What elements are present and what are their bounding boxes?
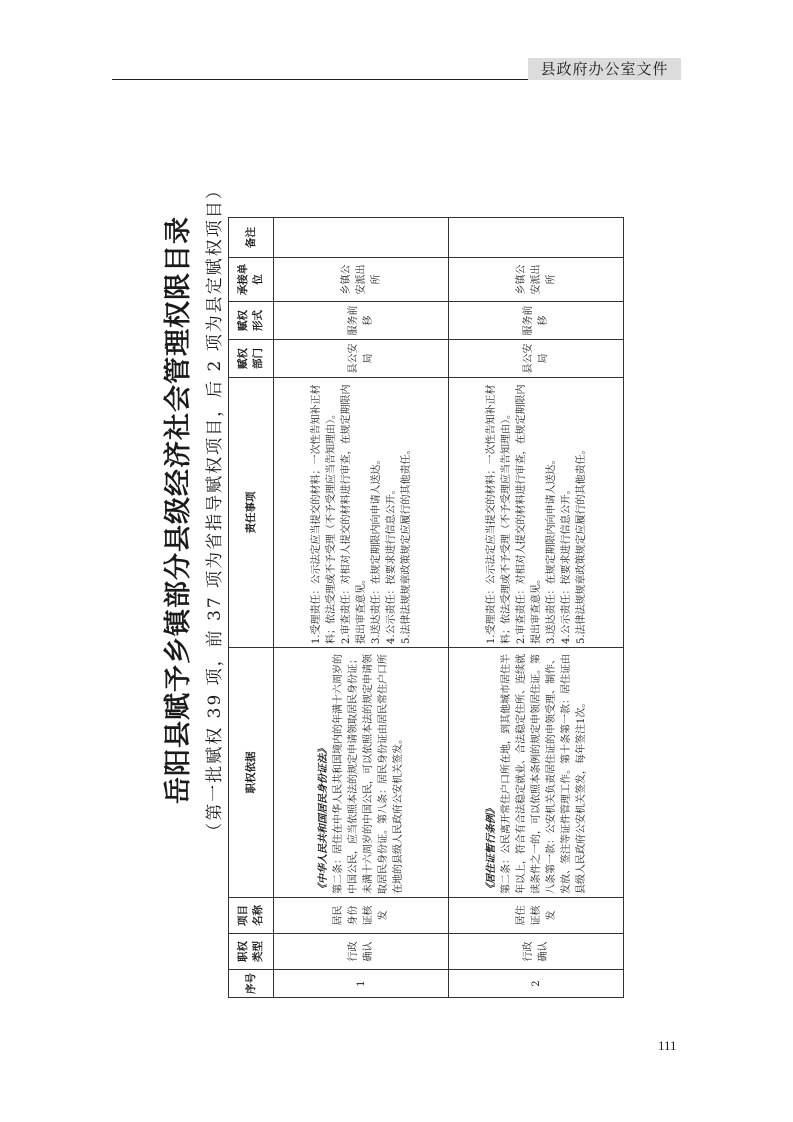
- resp-item: 3.送达责任：在规定期限内向申请人送达。: [370, 454, 382, 644]
- cell-unit: 乡镇公安派出所: [449, 258, 624, 302]
- cell-form: 服务前移: [274, 302, 449, 340]
- rotated-content: [148, 10, 793, 1010]
- law-text: 第二条：公民离开常住户口所在地，到其他城市居住半年以上，符合有合法稳定就业、合法稳定住所、连续就读条件之一的，可以依照本条例的规定申领居住证。第八条第一款：公安机关负责居住证的申领受理、制作、发放、签注等证件管理工作。第十条第一款：居住证由县级人民政府公安机关签发，每年签注1次。: [500, 654, 587, 894]
- page-number: 111: [658, 1038, 677, 1053]
- table-row: [274, 218, 449, 998]
- cell-dept: 县公安局: [274, 340, 449, 378]
- cell-seq: 1: [274, 970, 449, 998]
- cell-form: 服务前移: [449, 302, 624, 340]
- header-label: 县政府办公室文件: [528, 58, 681, 80]
- cell-unit: 乡镇公安派出所: [274, 258, 449, 302]
- resp-item: 4.公示责任：按要求进行信息公开。: [385, 484, 397, 644]
- law-title: 《居住证暂行条例》: [485, 804, 497, 894]
- cell-resp: [449, 378, 624, 648]
- resp-item: 4.公示责任：按要求进行信息公开。: [560, 484, 572, 644]
- resp-item: 1.受理责任：公示法定应当提交的材料；一次性告知补正材料；依法受理或不予受理（不予受理应当告知理由）。: [485, 384, 512, 644]
- header-note: 备注: [229, 218, 274, 258]
- cell-basis: [449, 648, 624, 898]
- cell-note: [449, 218, 624, 258]
- resp-item: 1.受理责任：公示法定应当提交的材料；一次性告知补正材料；依法受理或不予受理（不予受理应当告知理由）。: [310, 384, 337, 644]
- cell-type: 行政确认: [274, 934, 449, 970]
- header-item: 项目名称: [229, 898, 274, 934]
- header-basis: 职权依据: [229, 648, 274, 898]
- document-title: 岳阳县赋予乡镇部分县级经济社会管理权限目录: [163, 216, 194, 804]
- table-row: [449, 218, 624, 998]
- header-resp: 责任事项: [229, 378, 274, 648]
- resp-item: 5.法律法规规章政策规定应履行的其他责任。: [400, 444, 412, 644]
- header-dept: 赋权部门: [229, 340, 274, 378]
- resp-item: 3.送达责任：在规定期限内向申请人送达。: [545, 454, 557, 644]
- header-form: 赋权形式: [229, 302, 274, 340]
- resp-item: 2.审查责任：对相对人提交的材料进行审查，在规定期限内提出审查意见。: [515, 384, 542, 644]
- cell-item: 居住证核发: [449, 898, 624, 934]
- resp-item: 5.法律法规规章政策规定应履行的其他责任。: [575, 444, 587, 644]
- header-type: 职权类型: [229, 934, 274, 970]
- table-header-row: [229, 218, 274, 998]
- header-seq: 序号: [229, 970, 274, 998]
- cell-note: [274, 218, 449, 258]
- law-text: 第二条：居住在中华人民共和国境内的年满十六周岁的中国公民，应当依照本法的规定申请领取居民身份证；未满十六周岁的中国公民，可以依照本法的规定申请领取居民身份证。第八条：居民身份证由居民常住户口所在地的县级人民政府公安机关签发。: [333, 654, 404, 894]
- cell-seq: 2: [449, 970, 624, 998]
- law-title: 《中华人民共和国居民身份证法》: [318, 744, 329, 894]
- cell-type: 行政确认: [449, 934, 624, 970]
- cell-dept: 县公安局: [449, 340, 624, 378]
- cell-basis: [274, 648, 449, 898]
- header-unit: 承接单位: [229, 258, 274, 302]
- cell-resp: [274, 378, 449, 648]
- resp-item: 2.审查责任：对相对人提交的材料进行审查，在规定期限内提出审查意见。: [340, 384, 367, 644]
- cell-item: 居民身份证核发: [274, 898, 449, 934]
- document-subtitle: （第一批赋权 39 项，前 37 项为省指导赋权项目，后 2 项为县定赋权项目）: [205, 180, 225, 840]
- authority-table: [228, 217, 624, 998]
